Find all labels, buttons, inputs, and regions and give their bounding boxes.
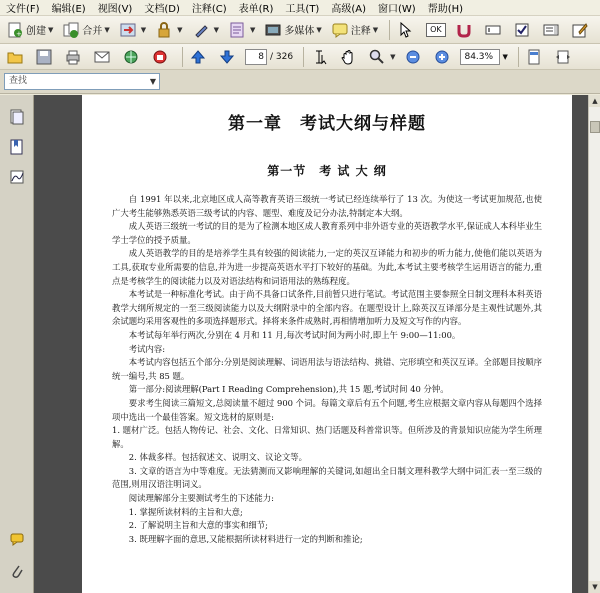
paragraph: 1. 掌握所读材料的主旨和大意; (128, 506, 243, 517)
fit-page-button[interactable] (523, 46, 548, 68)
paragraph: 1. 题材广泛。包括人物传记、社会、文化、日常知识、热门话题及科普常识等。但所涉及的背景知识应能为学生所理解。 (112, 425, 542, 449)
hand-icon (340, 49, 356, 65)
multimedia-icon (265, 22, 281, 38)
menu-bar (0, 0, 600, 16)
chevron-down-icon: ▼ (48, 25, 54, 34)
zoom-level-input[interactable]: 84.3% (460, 49, 500, 65)
section-title: 第一节 考 试 大 纲 (267, 164, 387, 178)
create-button[interactable] (4, 19, 56, 41)
bookmarks-panel-icon[interactable] (10, 139, 24, 155)
pen-sign-icon (193, 22, 209, 38)
open-button[interactable] (4, 46, 29, 68)
create-pdf-icon (7, 22, 23, 38)
text-field-button[interactable] (482, 19, 507, 41)
page-count: / 326 (270, 51, 294, 62)
export-button[interactable] (117, 19, 149, 41)
combine-label: 合并 (82, 26, 103, 37)
zoom-tool-button[interactable] (366, 46, 398, 68)
checkbox-icon (514, 22, 530, 38)
menu-window[interactable]: 窗口(W) (378, 4, 416, 15)
ok-label: OK (426, 23, 446, 37)
printer-icon (65, 49, 81, 65)
chevron-down-icon: ▼ (213, 25, 219, 34)
navigation-toolbar (0, 44, 600, 70)
paragraph: 本考试内容包括五个部分:分别是阅读理解、词语用法与语法结构、挑错、完形填空和英汉互译。全部题目按顺序统一编号,共 85 题。 (112, 357, 542, 381)
menu-forms[interactable]: 表单(R) (238, 4, 274, 15)
text-cursor-icon (311, 49, 327, 65)
sign-button[interactable] (190, 19, 222, 41)
secure-doc-icon (152, 49, 168, 65)
print-button[interactable] (62, 46, 87, 68)
folder-icon (7, 49, 23, 65)
paragraph: 成人英语三级统一考试的目的是为了检测本地区成人教育系列中非外语专业的英语教学水平,保证成人本科毕业生学士学位的授予质量。 (112, 221, 542, 245)
scroll-down-arrow-icon[interactable]: ▼ (589, 581, 600, 593)
paragraph: 阅读理解部分主要测试考生的下述能力: (128, 493, 274, 504)
fit-width-button[interactable] (552, 46, 577, 68)
select-tool-button[interactable] (394, 19, 419, 41)
zoom-out-button[interactable] (402, 46, 427, 68)
highlight-button[interactable] (453, 19, 478, 41)
chevron-down-icon: ▼ (104, 25, 110, 34)
paragraph: 3. 既理解字面的意思,又能根据所读材料进行一定的判断和推论; (128, 533, 363, 544)
navigation-panel (0, 95, 34, 593)
chapter-title: 第一章 考试大纲与样题 (228, 114, 426, 134)
next-page-button[interactable] (216, 46, 241, 68)
arrow-down-icon (219, 49, 235, 65)
zoom-in-icon (434, 49, 450, 65)
main-toolbar (0, 16, 600, 44)
edit-form-button[interactable] (569, 19, 594, 41)
vertical-scrollbar[interactable] (588, 95, 600, 593)
save-disk-icon (36, 49, 52, 65)
paragraph: 考试内容: (128, 343, 166, 354)
forms-button[interactable] (226, 19, 258, 41)
pages-panel-icon[interactable] (10, 109, 24, 125)
comment-icon (332, 22, 348, 38)
search-input[interactable] (4, 73, 160, 90)
combine-button[interactable] (60, 19, 112, 41)
list-box-icon (543, 22, 559, 38)
comments-panel-icon[interactable] (10, 531, 24, 547)
zoom-in-button[interactable] (431, 46, 456, 68)
paragraph: 第一部分:阅读理解(Part I Reading Comprehension),共 15 题,考试时间 40 分钟。 (128, 384, 449, 395)
edit-form-icon (572, 22, 588, 38)
chevron-down-icon: ▼ (390, 52, 396, 61)
ok-button[interactable] (423, 19, 449, 41)
menu-document[interactable]: 文档(D) (144, 4, 180, 15)
paragraph: 2. 了解说明主旨和大意的事实和细节; (128, 520, 268, 531)
chevron-down-icon: ▼ (140, 25, 147, 34)
secure-button[interactable] (153, 19, 185, 41)
paragraph: 本考试每年举行两次,分别在 4 月和 11 月,每次考试时间为两小时,即上午 9:00—11:00。 (128, 329, 461, 340)
forms-icon (229, 22, 245, 38)
cursor-arrow-icon (397, 22, 413, 38)
paragraph: 成人英语教学的目的是培养学生具有较强的阅读能力,一定的英汉互译能力和初步的听力能力,使他们能以英语为工具,获取专业所需要的信息,并为进一步提高英语水平打下较好的基础。为此,本考试主要考核学生运用语言的能力,重点是考核学生的阅读能力以及对语法结构和词语用法的熟练程度。 (112, 248, 542, 286)
paragraph: 自 1991 年以来,北京地区成人高等教育英语三级统一考试已经连续举行了 13 次。为使这一考试更加规范,也使广大考生能够熟悉英语三级考试的内容、题型、难度及记分办法,特制定本大纲。 (112, 194, 542, 218)
page-number-input[interactable]: 8 (245, 49, 267, 65)
scroll-up-arrow-icon[interactable]: ▲ (589, 95, 600, 107)
text-select-tool-button[interactable] (308, 46, 333, 68)
chevron-down-icon: ▼ (316, 25, 322, 34)
email-button[interactable] (91, 46, 116, 68)
paragraph: 本考试是一种标准化考试。由于尚不具备口试条件,目前暂只进行笔试。考试范围主要参照全日制文理科本科英语教学大纲所规定的一至三级阅读能力以及大纲附录中的全部内容。在题型设计上,除英汉互译部分是主观性试题外,其余试题均采用客观性的多项选择题形式。择将来条件成熟时,再相情增加听力及短文写作的内容。 (112, 289, 542, 327)
scroll-thumb[interactable] (590, 121, 600, 133)
svg-text:+: + (16, 29, 22, 38)
signatures-panel-icon[interactable] (10, 169, 24, 185)
toolbar-separator (182, 47, 183, 67)
comment-label: 注释 (350, 26, 371, 37)
menu-help[interactable]: 帮助(H) (427, 4, 464, 15)
menu-file[interactable]: 文件(F) (6, 4, 40, 15)
previous-page-button[interactable] (187, 46, 212, 68)
zoom-dropdown-chevron-icon[interactable]: ▼ (502, 52, 508, 61)
fit-page-icon (526, 49, 542, 65)
document-viewport[interactable] (34, 95, 588, 593)
checkbox-tool-button[interactable] (511, 19, 536, 41)
collaborate-button[interactable] (120, 46, 145, 68)
multimedia-button[interactable] (262, 19, 324, 41)
paragraph: 要求考生阅读三篇短文,总阅读量不超过 900 个词。每篇文章后有五个问题,考生应根据文章内容从每题四个选择项中选出一个最佳答案。短文选材的原则是: (112, 397, 542, 422)
menu-advanced[interactable]: 高级(A) (331, 4, 366, 15)
toolbar-separator (303, 47, 304, 67)
zoom-out-icon (405, 49, 421, 65)
search-placeholder: 查找 (9, 76, 28, 86)
magnifier-icon (369, 49, 385, 65)
menu-tools[interactable]: 工具(T) (285, 4, 320, 15)
arrow-up-icon (190, 49, 206, 65)
menu-comment[interactable]: 注释(C) (191, 4, 227, 15)
attach-secure-button[interactable] (149, 46, 174, 68)
chevron-down-icon: ▼ (372, 25, 379, 34)
combine-icon (63, 22, 79, 38)
document-page (82, 95, 572, 593)
create-label: 创建 (26, 26, 46, 37)
menu-edit[interactable]: 编辑(E) (51, 4, 86, 15)
fit-width-icon (555, 49, 571, 65)
list-box-button[interactable] (540, 19, 565, 41)
globe-share-icon (123, 49, 139, 65)
paragraph: 3. 文章的语言为中等难度。无法猜测而又影响理解的关键词,如超出全日制文理科教学大纲中词汇表一至三级的范围,则用汉语注明词义。 (112, 465, 542, 490)
toolbar-separator (389, 20, 390, 40)
toolbar-separator (518, 47, 519, 67)
comment-button[interactable] (329, 19, 381, 41)
highlight-icon (456, 22, 472, 38)
attachments-paperclip-icon[interactable] (10, 563, 24, 579)
chevron-down-icon: ▼ (177, 25, 183, 34)
export-icon (120, 22, 136, 38)
menu-view[interactable]: 视图(V) (97, 4, 133, 15)
text-field-icon (485, 22, 501, 38)
paragraph: 2. 体裁多样。包括叙述文、说明文、议论文等。 (128, 452, 307, 463)
search-dropdown-chevron-icon[interactable]: ▼ (149, 77, 156, 86)
lock-icon (156, 22, 172, 38)
chevron-down-icon: ▼ (249, 25, 256, 34)
save-button[interactable] (33, 46, 58, 68)
search-bar (0, 70, 600, 94)
envelope-icon (94, 49, 110, 65)
hand-tool-button[interactable] (337, 46, 362, 68)
multimedia-label: 多媒体 (284, 26, 315, 37)
